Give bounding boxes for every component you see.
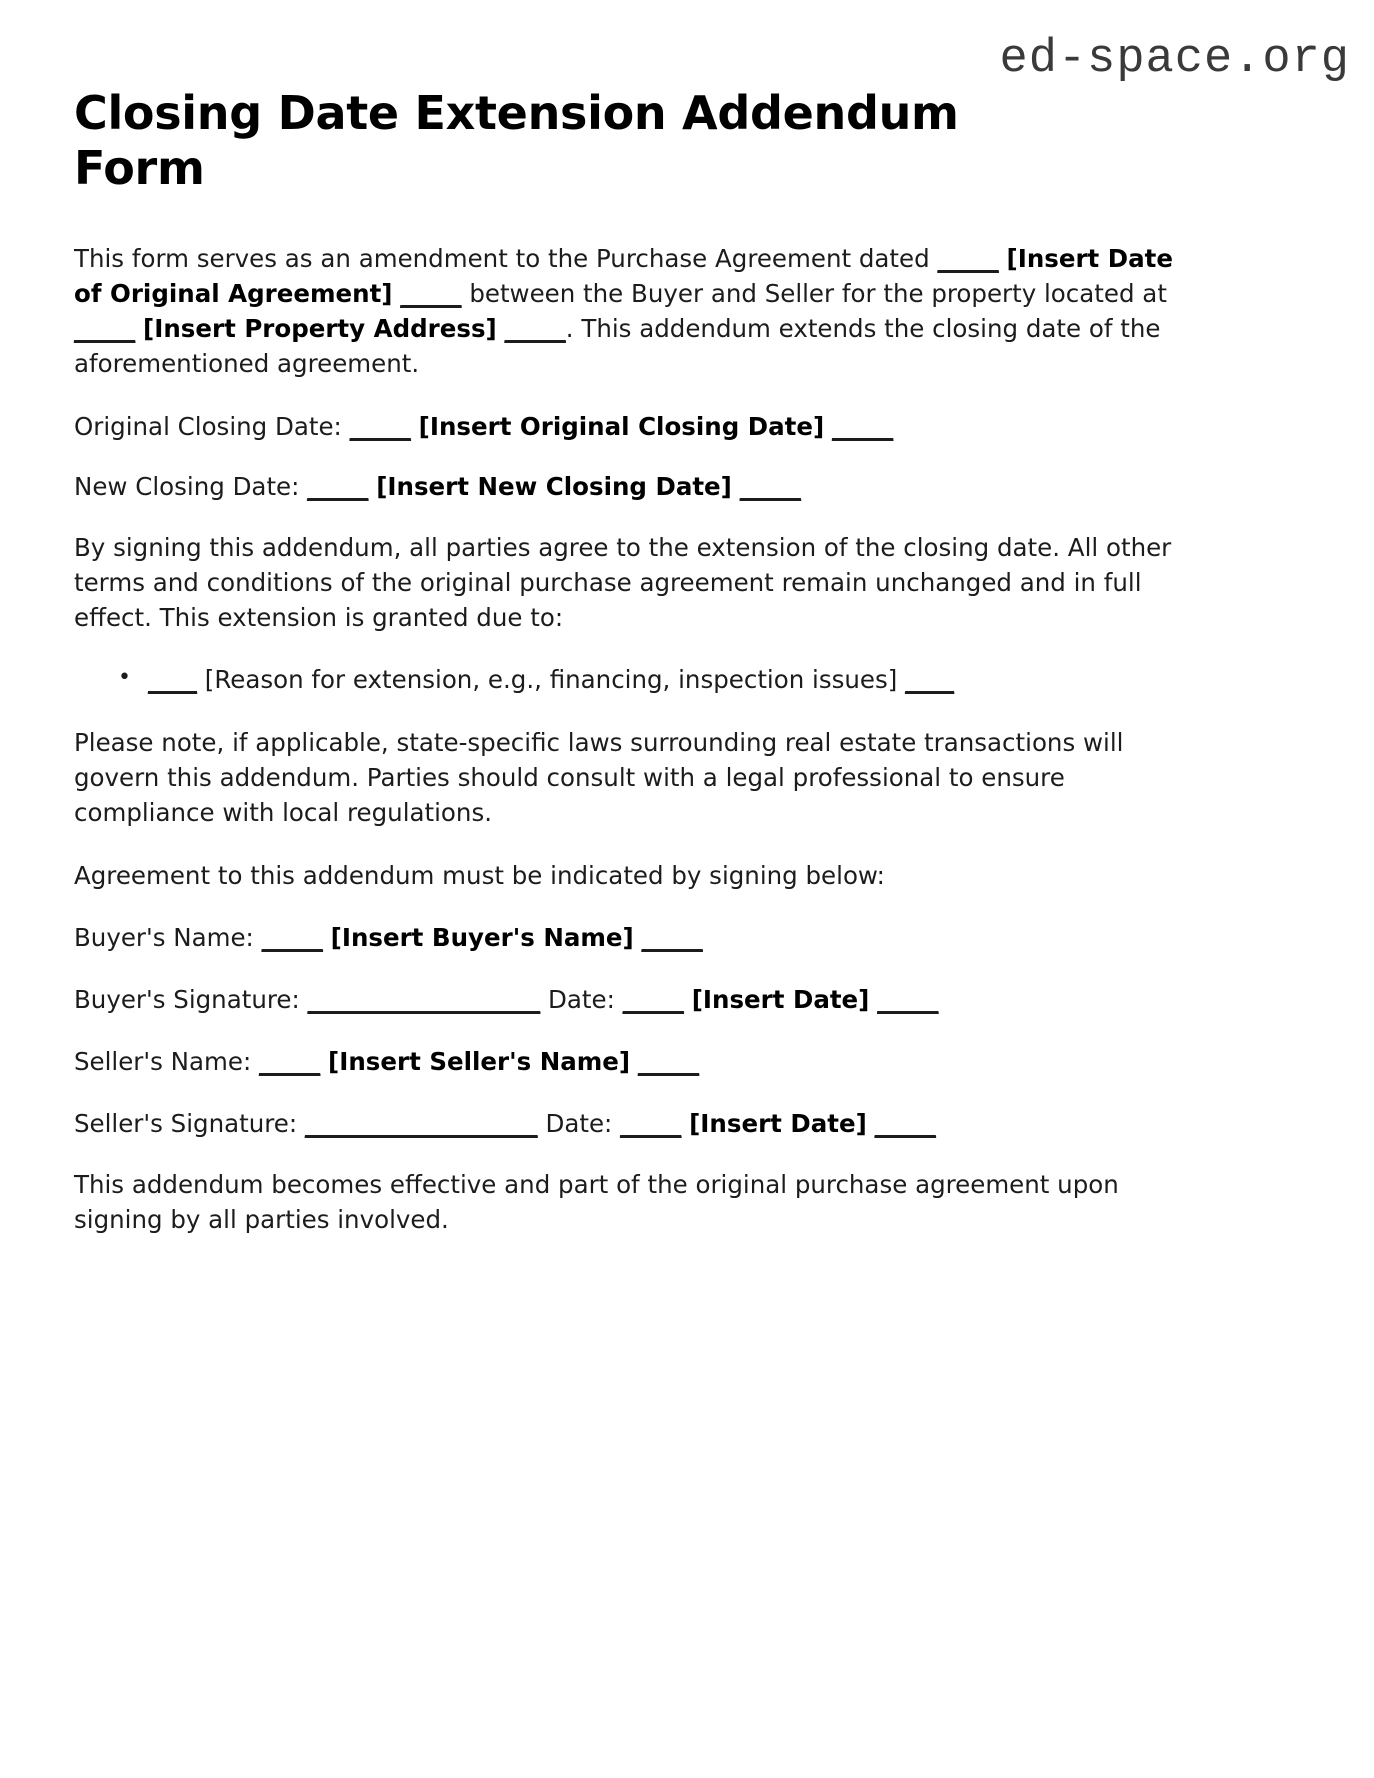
- seller-date-blank-before: _____: [620, 1108, 682, 1138]
- intro-blank-3: _____: [74, 313, 136, 343]
- reason-blank-before: ____: [148, 665, 197, 695]
- buyer-signature-line: [74, 983, 1304, 1018]
- seller-name-placeholder: [Insert Seller's Name]: [328, 1046, 631, 1076]
- buyer-date-label: Date:: [540, 985, 623, 1015]
- seller-signature-label: Seller's Signature:: [74, 1108, 305, 1138]
- new-closing-blank-before: _____: [307, 472, 369, 502]
- new-closing-placeholder: [Insert New Closing Date]: [376, 472, 732, 502]
- reason-list: [74, 663, 1304, 698]
- buyer-date-blank-after: _____: [877, 985, 939, 1015]
- buyer-date-placeholder: [Insert Date]: [691, 985, 870, 1015]
- seller-name-blank-after: _____: [637, 1046, 700, 1076]
- site-watermark: ed-space.org: [999, 33, 1350, 86]
- original-closing-placeholder: [Insert Original Closing Date]: [418, 411, 825, 441]
- seller-date-placeholder: [Insert Date]: [689, 1108, 867, 1138]
- original-closing-blank-before: _____: [349, 411, 411, 441]
- intro-segment-3: . This addendum extends the closing date of the aforementioned agreement.: [74, 313, 1161, 378]
- intro-segment-2: between the Buyer and Seller for the property located at: [461, 279, 1167, 309]
- intro-blank-4: _____: [504, 313, 566, 343]
- buyer-name-blank-after: _____: [641, 923, 703, 953]
- original-closing-date-line: [74, 410, 1179, 445]
- document-content: [74, 86, 1304, 1266]
- page-title: Closing Date Extension Addendum Form: [74, 86, 959, 196]
- intro-segment-1: This form serves as an amendment to the Purchase Agreement dated: [74, 244, 938, 274]
- seller-name-line: [74, 1045, 1304, 1080]
- seller-signature-blank: ___________________: [304, 1108, 538, 1138]
- agreement-paragraph: Agreement to this addendum must be indicated by signing below:: [74, 860, 885, 890]
- signing-paragraph: By signing this addendum, all parties agree to the extension of the closing date. All other terms and conditions of the original purchase agreement remain unchanged and in full effect. This extension is granted due to:: [74, 533, 1172, 632]
- buyer-signature-label: Buyer's Signature:: [74, 985, 308, 1015]
- reason-blank-after: ____: [905, 665, 955, 695]
- list-item: [148, 663, 1304, 698]
- intro-placeholder-original-date: [Insert Date of Original Agreement]: [74, 244, 1173, 309]
- intro-blank-1: _____: [937, 244, 999, 274]
- buyer-name-line: [74, 921, 1304, 956]
- original-closing-date-label: Original Closing Date:: [74, 411, 350, 441]
- buyer-name-label: Buyer's Name:: [74, 923, 262, 953]
- seller-date-blank-after: _____: [874, 1108, 936, 1138]
- state-law-paragraph: Please note, if applicable, state-specific laws surrounding real estate transactions will govern this addendum. Parties should consult with a legal professional to ensure compliance with local regulations.: [74, 728, 1124, 827]
- seller-name-blank-before: _____: [259, 1046, 321, 1076]
- new-closing-blank-after: _____: [739, 472, 801, 502]
- buyer-name-placeholder: [Insert Buyer's Name]: [330, 923, 634, 953]
- seller-date-label: Date:: [537, 1108, 621, 1138]
- buyer-date-blank-before: _____: [622, 985, 684, 1015]
- seller-name-label: Seller's Name:: [74, 1046, 259, 1076]
- original-closing-blank-after: _____: [831, 411, 894, 441]
- seller-signature-line: [74, 1107, 1304, 1142]
- buyer-name-blank-before: _____: [261, 923, 323, 953]
- intro-blank-2: _____: [400, 279, 462, 309]
- new-closing-date-label: New Closing Date:: [74, 472, 308, 502]
- intro-placeholder-property-address: [Insert Property Address]: [143, 313, 497, 343]
- effective-paragraph: This addendum becomes effective and part of the original purchase agreement upon signing by all parties involved.: [74, 1170, 1119, 1235]
- reason-placeholder-text: [Reason for extension, e.g., financing, inspection issues]: [197, 665, 906, 695]
- intro-paragraph: [74, 242, 1179, 381]
- buyer-signature-blank: ___________________: [307, 985, 541, 1015]
- new-closing-date-line: [74, 470, 1179, 505]
